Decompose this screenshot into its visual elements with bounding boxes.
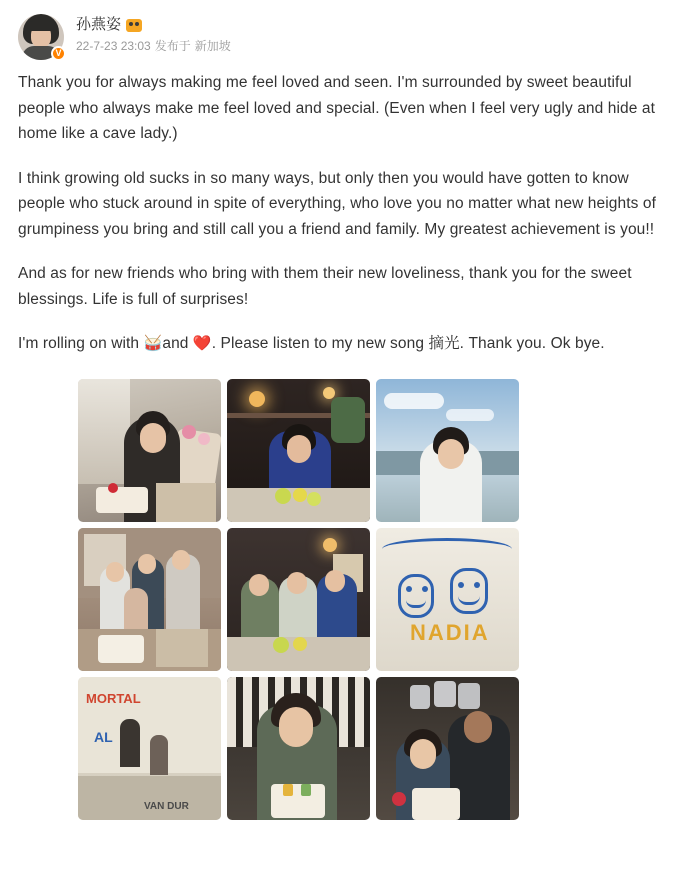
post-image-8[interactable] — [227, 677, 370, 820]
post-header — [18, 14, 662, 60]
post-submeta — [76, 38, 231, 54]
post-meta — [76, 14, 231, 54]
post-image-7[interactable] — [78, 677, 221, 820]
post-image-2[interactable] — [227, 379, 370, 522]
post-paragraph-1: Thank you for always making me feel loved and seen. I'm surrounded by sweet beautiful people who always make me feel loved and special. (Even when I feel very ugly and hide at home like a cave lady.) — [18, 74, 656, 142]
heart-emoji: ❤️ — [192, 335, 212, 352]
post-source-location[interactable]: 新加坡 — [194, 39, 231, 53]
post-image-9[interactable] — [376, 677, 519, 820]
post-image-3[interactable] — [376, 379, 519, 522]
paragraph-4-after: . Please listen to my new song 摘光. Thank you. Ok bye. — [211, 335, 605, 352]
username[interactable]: 孙燕姿 — [76, 16, 122, 33]
post-image-6[interactable] — [376, 528, 519, 671]
post-paragraph-3: And as for new friends who bring with them their new loveliness, thank you for the sweet blessings. Life is full of surprises! — [18, 265, 632, 308]
drum-emoji: 🥁 — [143, 335, 163, 352]
graffiti-top-text: MORTAL — [86, 690, 141, 706]
post-image-4[interactable] — [78, 528, 221, 671]
post-paragraph-2: I think growing old sucks in so many ways, but only then you would have gotten to know people who stuck around in spite of everything, who love you no matter what new heights of grumpiness you bring and still call you a friend and family. My greatest achievement is you!! — [18, 169, 656, 238]
graffiti-bottom-text: VAN DUR — [144, 800, 189, 812]
post-image-1[interactable] — [78, 379, 221, 522]
paragraph-4-before: I'm rolling on with — [18, 335, 144, 352]
paragraph-4-middle: and — [162, 335, 193, 352]
graffiti-mid-text: AL — [94, 728, 113, 745]
post-paragraph-4 — [18, 331, 662, 357]
verified-icon: V — [51, 46, 66, 61]
avatar[interactable] — [18, 14, 64, 60]
image-grid — [18, 379, 662, 820]
sunglasses-badge-icon — [126, 19, 142, 32]
username-row — [76, 15, 231, 35]
graffiti-word: NADIA — [410, 619, 490, 645]
post-timestamp: 22-7-23 23:03 — [76, 39, 151, 53]
post-source-prefix: 发布于 — [154, 39, 191, 53]
post-image-5[interactable] — [227, 528, 370, 671]
post-content — [18, 70, 662, 357]
